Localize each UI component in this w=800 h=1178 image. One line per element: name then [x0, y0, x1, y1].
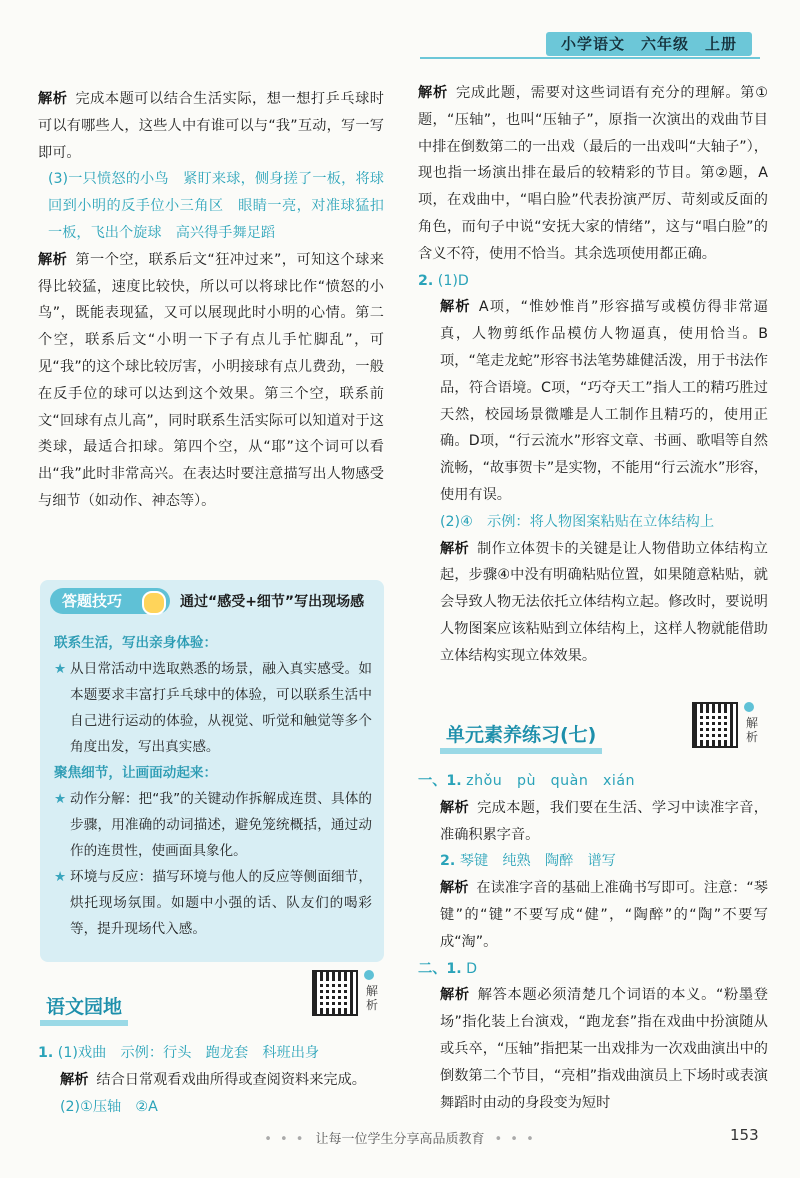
tip-title: 通过“感受+细节”写出现场感 [180, 594, 365, 610]
analysis-paragraph [418, 294, 768, 508]
analysis-tag: 解析 [440, 987, 470, 1004]
tip-item [54, 656, 372, 760]
section-title-unit: 单元素养练习(七) [440, 722, 602, 754]
answer-3: (3)一只愤怒的小鸟 紧盯来球，侧身搓了一板，将球回到小明的反手位小三角区 眼睛一亮，对准球猛扣一板，飞出个旋球 高兴得手舞足蹈 [48, 171, 384, 241]
tip-item-text: 动作分解：把“我”的关键动作拆解成连贯、具体的步骤，用准确的动词描述，避免笼统概括，通过动作的连贯性，使画面具象化。 [70, 791, 372, 859]
unit-answers [418, 768, 768, 1116]
qr-label: 解析 [746, 716, 759, 744]
section-1-q1 [418, 768, 768, 795]
play-arrow-icon [744, 702, 754, 712]
tip-subheading: 联系生活，写出亲身体验： [54, 635, 218, 651]
analysis-text: 在读准字音的基础上准确书写即可。注意：“琴键”的“键”不要写成“健”，“陶醉”的“陶”不要写成“淘”。 [440, 880, 768, 950]
star-icon: ★ [54, 791, 67, 807]
analysis-text: 解答本题必须清楚几个词语的本义。“粉墨登场”指化装上台演戏，“跑龙套”指在戏曲中扮演随从或兵卒，“压轴”指把某一出戏排为一次戏曲演出中的倒数第二个节目，“亮相”指戏曲演员上下场时或表演舞蹈时由动的身段变为短时 [440, 987, 768, 1111]
tip-item [54, 786, 372, 864]
star-icon: ★ [54, 869, 67, 885]
tip-item-text: 从日常活动中选取熟悉的场景，融入真实感受。如本题要求丰富打乒乓球中的体验，可以联系生活中自己进行运动的体验，从视觉、听觉和触觉等多个角度出发，写出真实感。 [70, 661, 372, 755]
analysis-tag: 解析 [418, 85, 448, 101]
analysis-tag: 解析 [60, 1071, 89, 1088]
analysis-text: 结合日常观看戏曲所得或查阅资料来完成。 [96, 1071, 366, 1088]
analysis-text: 制作立体贺卡的关键是让人物借助立体结构立起，步骤④中没有明确粘贴位置，如果随意粘贴，就会导致人物无法依托立体结构立起。修改时，要说明人物图案应该粘贴到立体结构上，这样人物就能借助立体结构实现立体效果。 [440, 540, 768, 664]
section-1-q2 [418, 848, 768, 875]
question-1 [38, 1040, 384, 1067]
section-title-yuwen: 语文园地 [40, 994, 128, 1026]
question-number: 2. [440, 853, 456, 870]
analysis-tag: 解析 [440, 540, 470, 557]
analysis-tag: 解析 [38, 91, 68, 107]
tip-body [54, 630, 372, 942]
tip-badge: 答题技巧 [50, 588, 170, 614]
answer-text: D [466, 960, 478, 977]
analysis-paragraph [418, 80, 768, 268]
right-column [418, 80, 768, 670]
answer-text: (1)D [437, 272, 469, 289]
footer-dots: • • • [494, 1132, 536, 1147]
analysis-paragraph [38, 1067, 384, 1094]
analysis-paragraph [38, 247, 384, 515]
footer [0, 1128, 800, 1147]
analysis-paragraph [418, 875, 768, 955]
star-icon: ★ [54, 661, 67, 677]
pinyin-answer: zhǒu pù quàn xián [466, 773, 636, 789]
answer-text: (2)①压轴 ②A [60, 1098, 158, 1115]
header-title: 小学语文 六年级 上册 [546, 32, 752, 56]
tip-box [40, 580, 384, 962]
analysis-tag: 解析 [440, 880, 469, 897]
analysis-paragraph [418, 982, 768, 1116]
tip-item [54, 864, 372, 942]
question-number: 2. [418, 272, 434, 289]
footer-dots: • • • [264, 1132, 306, 1147]
analysis-text: 完成本题可以结合生活实际，想一想打乒乓球时可以有哪些人，这些人中有谁可以与“我”互动，写一写即可。 [38, 91, 384, 161]
qr-label: 解析 [366, 984, 379, 1012]
qr-code-icon[interactable] [312, 970, 358, 1016]
yuwen-answers [38, 1040, 384, 1120]
analysis-tag: 解析 [440, 799, 470, 816]
tip-subheading: 聚焦细节，让画面动起来： [54, 765, 218, 781]
analysis-paragraph [38, 86, 384, 166]
question-2 [418, 268, 768, 295]
answer-text: (1)戏曲 示例：行头 跑龙套 科班出身 [57, 1045, 320, 1061]
analysis-text: 完成此题，需要对这些词语有充分的理解。第①题，“压轴”，也叫“压轴子”，原指一次演出的戏曲节目中排在倒数第二的一出戏（最后的一出戏叫“大轴子”），现也指一场演出排在最后的较精彩的节目。第②题，A项，在戏曲中，“唱白脸”代表扮演严厉、苛刻或反面的角色，而句子中说“安抚大家的情绪”，这与“唱白脸”的含义不符，使用不恰当。其余选项使用都正确。 [418, 85, 768, 262]
question-number: 一、1. [418, 773, 462, 789]
question-number: 二、1. [418, 960, 462, 977]
section-2-q1 [418, 956, 768, 983]
qr-code-icon[interactable] [692, 702, 738, 748]
left-column [38, 86, 384, 515]
analysis-text: A项，“惟妙惟肖”形容描写或模仿得非常逼真，人物剪纸作品模仿人物逼真，使用恰当。B项，“笔走龙蛇”形容书法笔势雄健活泼，用于书法作品，符合语境。C项，“巧夺天工”指人工的精巧胜过天然，校园场景微雕是人工制作且精巧的，使用正确。D项，“行云流水”形容文章、书画、歌唱等自然流畅，“故事贺卡”是实物，不能用“行云流水”形容，使用有误。 [440, 299, 768, 503]
page-number: 153 [730, 1126, 759, 1144]
analysis-text: 完成本题，我们要在生活、学习中读准字音，准确积累字音。 [440, 799, 768, 843]
question-number: 1. [38, 1045, 54, 1061]
analysis-tag: 解析 [440, 299, 471, 316]
header-divider [420, 57, 760, 59]
analysis-text: 第一个空，联系后文“狂冲过来”，可知这个球来得比较猛，速度比较快，所以可以将球比作“愤怒的小鸟”，既能表现猛，又可以展现此时小明的心情。第二个空，联系后文“小明一下子有点儿手忙脚乱”，可见“我”的这个球比较厉害，小明接球有点儿费劲，一般在反手位的球可以达到这个效果。第三个空，联系前文“回球有点儿高”，同时联系生活实际可以知道对于这类球，最适合扣球。第四个空，从“耶”这个词可以看出“我”此时非常高兴。在表达时要注意描写出人物感受与细节（如动作、神态等）。 [38, 251, 384, 509]
answer-text: 琴键 纯熟 陶醉 谱写 [459, 853, 616, 870]
answer-text: (2)④ 示例：将人物图案粘贴在立体结构上 [440, 513, 715, 530]
footer-slogan: 让每一位学生分享高品质教育 [315, 1132, 485, 1147]
analysis-tag: 解析 [38, 251, 68, 268]
lightbulb-icon [142, 591, 166, 615]
analysis-paragraph [418, 536, 768, 670]
tip-item-text: 环境与反应：描写环境与他人的反应等侧面细节，烘托现场氛围。如题中小强的话、队友们的喝彩等，提升现场代入感。 [70, 869, 372, 937]
play-arrow-icon [364, 970, 374, 980]
analysis-paragraph [418, 795, 768, 849]
